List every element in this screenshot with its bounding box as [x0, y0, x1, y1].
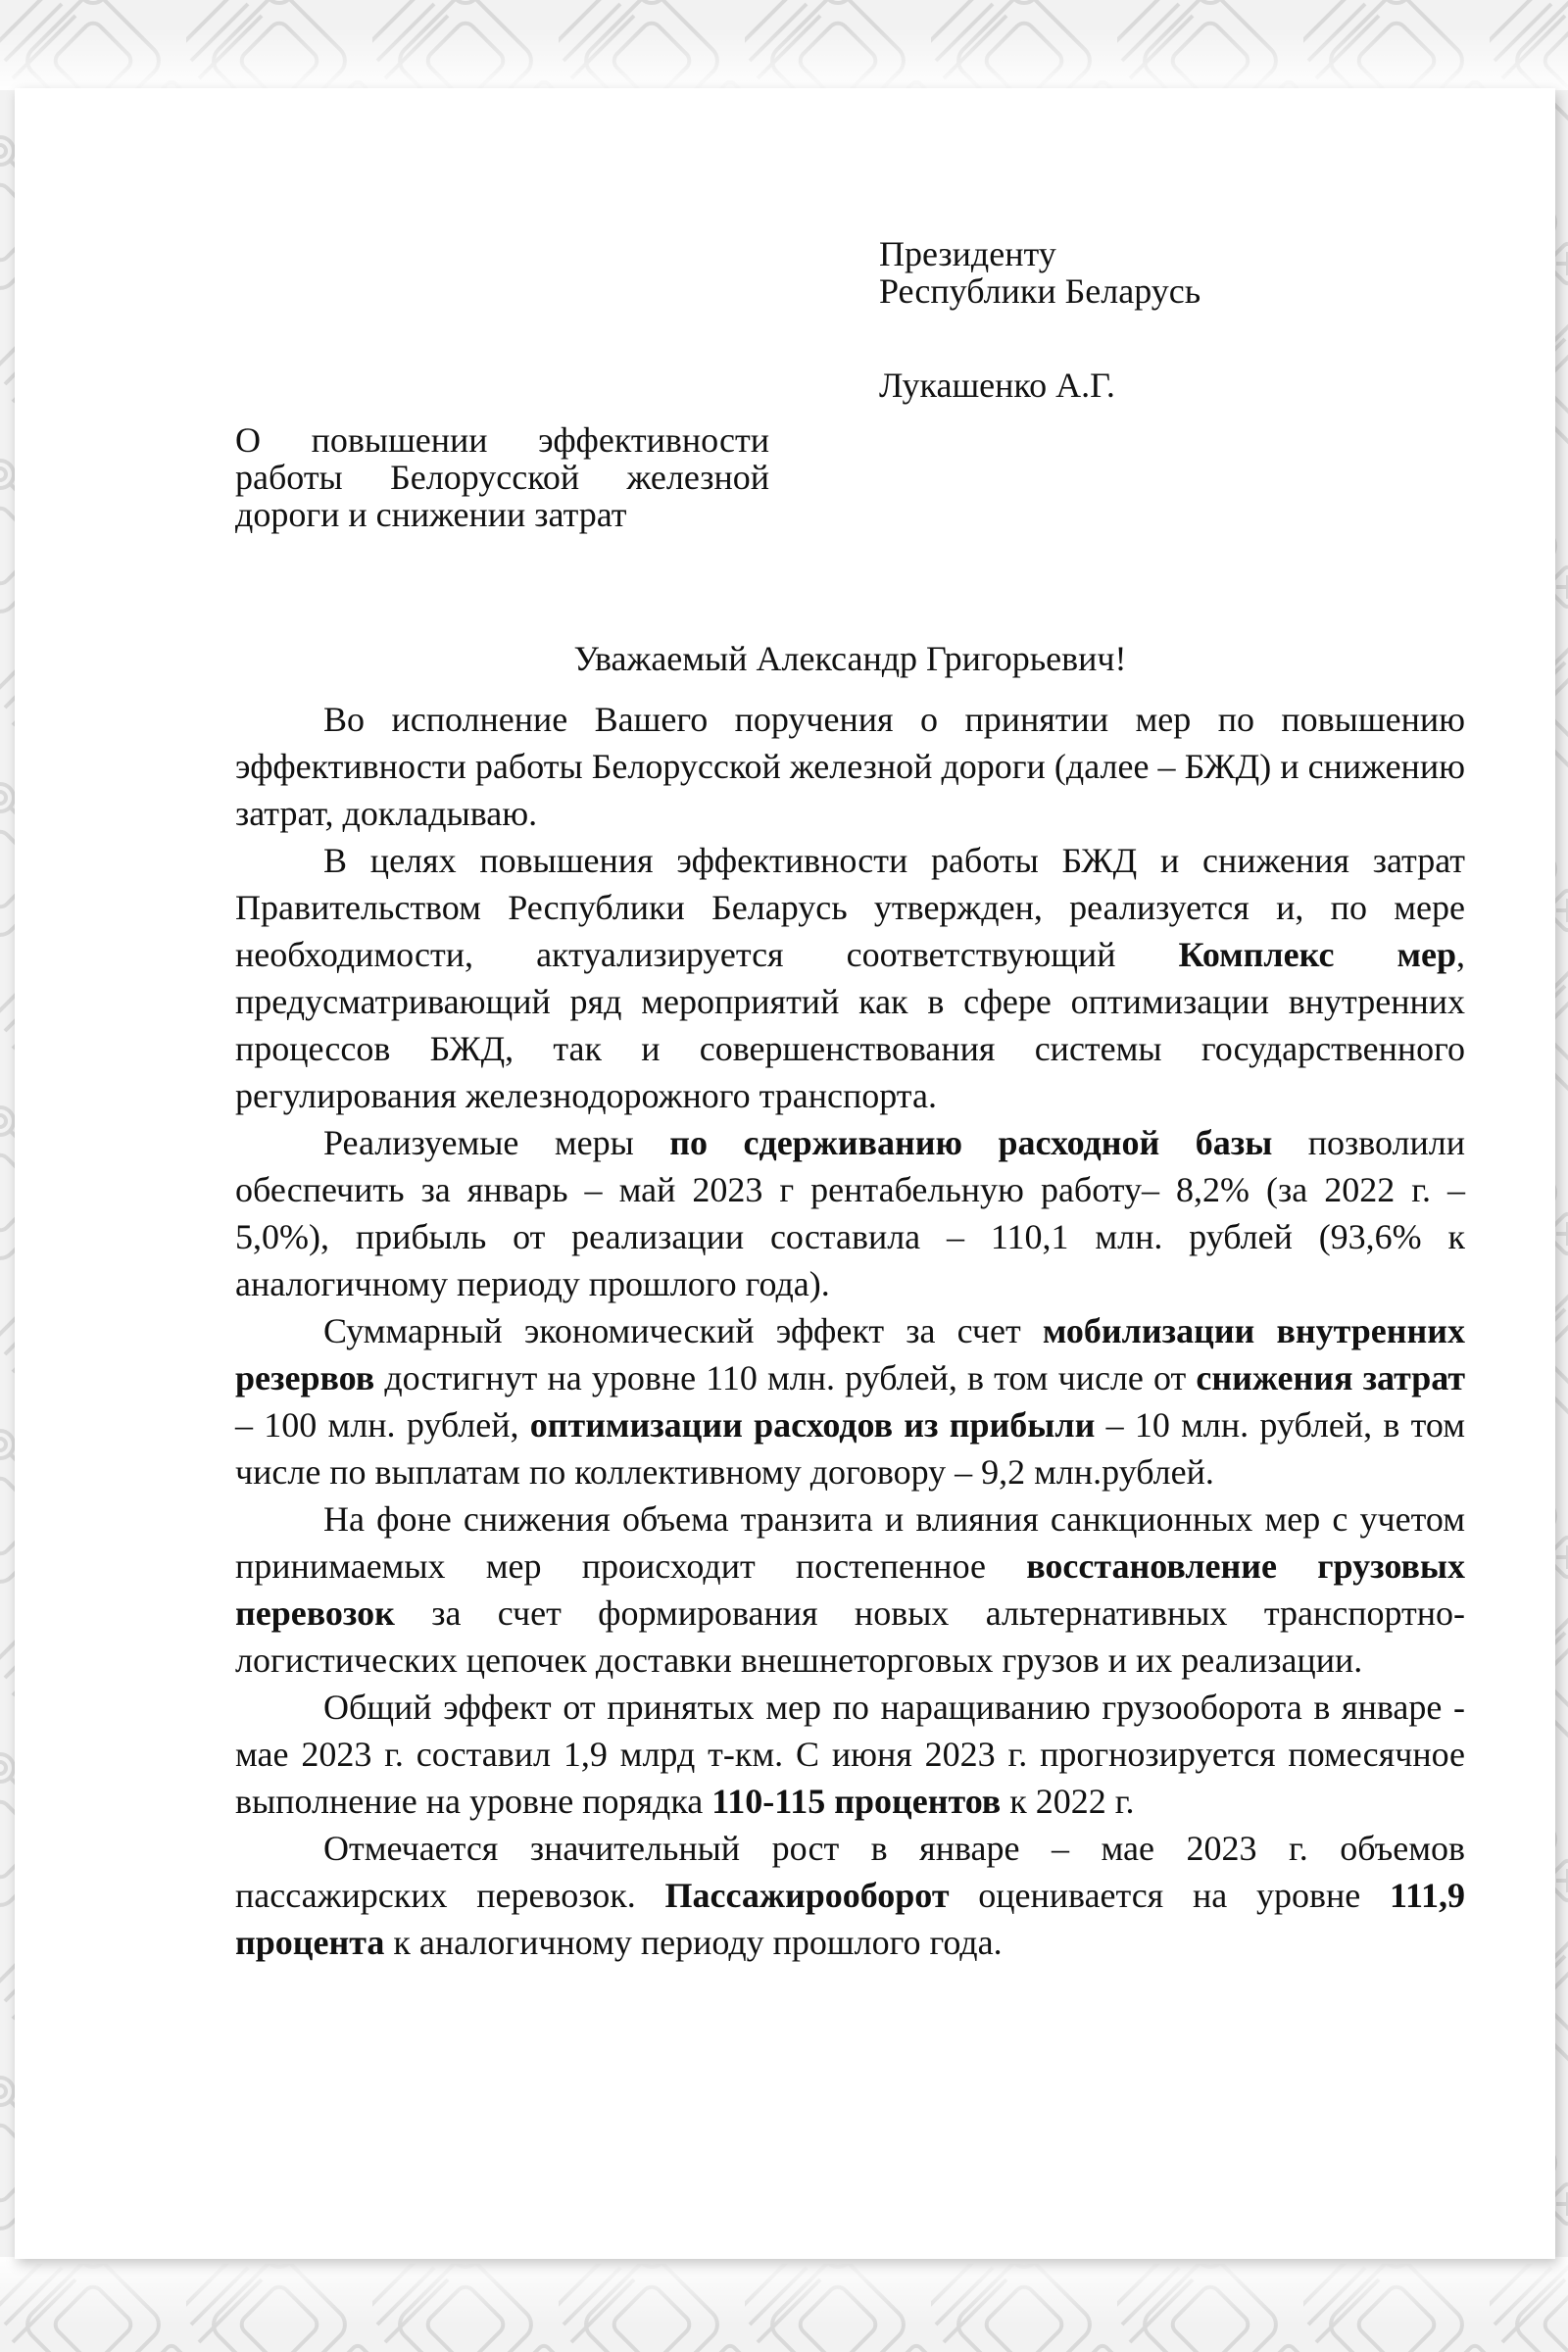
letter-body	[235, 696, 1465, 1966]
salutation: Уважаемый Александр Григорьевич!	[573, 639, 1127, 678]
recipient-name: Лукашенко А.Г.	[879, 366, 1115, 405]
recipient-line: Республики Беларусь	[879, 271, 1201, 311]
text-run: Общий эффект от принятых мер по наращиванию грузооборота в январе - мае 2023 г. составил 1,9 млрд т-км. С июня 2023 г. прогнозируется помесячное выполнение на уровне порядка	[235, 1688, 1465, 1821]
text-run: оценивается на уровне	[949, 1876, 1390, 1915]
body-paragraph	[235, 1825, 1465, 1966]
text-run: Отмечается значительный рост в январе – мае 2023 г. объемов пассажирских перевозок.	[235, 1829, 1465, 1915]
text-run-bold: мобилизации внутренних резервов	[235, 1311, 1465, 1397]
body-paragraph	[235, 1307, 1465, 1495]
text-run: к 2022 г.	[1001, 1782, 1135, 1821]
text-run-bold: Комплекс мер	[1178, 935, 1456, 974]
body-paragraph	[235, 696, 1465, 837]
document-page	[15, 88, 1555, 2259]
text-run-bold: оптимизации расходов из прибыли	[529, 1405, 1096, 1445]
text-run: Во исполнение Вашего поручения о принятии мер по повышению эффективности работы Белорусской железной дороги (далее – БЖД) и снижению затрат, докладываю.	[235, 700, 1465, 833]
text-run-bold: по сдерживанию расходной базы	[669, 1123, 1273, 1162]
recipient-block	[879, 235, 1465, 404]
text-run-bold: 110-115 процентов	[711, 1782, 1002, 1821]
text-run: за счет формирования новых альтернативных транспортно-логистических цепочек доставки внешнеторговых грузов и их реализации.	[235, 1593, 1465, 1680]
subject-line: дороги и снижении затрат	[235, 495, 627, 534]
text-run: – 100 млн. рублей,	[235, 1405, 530, 1445]
text-run-bold: 111,9 процента	[235, 1876, 1466, 1962]
text-run: – 10 млн. рублей, в том числе по выплатам по коллективному договору – 9,2 млн.рублей.	[235, 1405, 1465, 1492]
subject-line: работы Белорусской железной	[235, 458, 769, 497]
body-paragraph	[235, 1495, 1465, 1684]
text-run: Реализуемые меры	[323, 1123, 670, 1162]
text-run: к аналогичному периоду прошлого года.	[384, 1923, 1003, 1962]
text-run-bold: снижения затрат	[1196, 1358, 1466, 1397]
text-run: На фоне снижения объема транзита и влияния санкционных мер с учетом принимаемых мер происходит постепенное	[235, 1499, 1465, 1586]
text-run: достигнут на уровне 110 млн. рублей, в том числе от	[374, 1358, 1197, 1397]
body-paragraph	[235, 1119, 1465, 1307]
body-paragraph	[235, 1684, 1465, 1825]
text-run: позволили обеспечить за январь – май 2023 г рентабельную работу– 8,2% (за 2022 г. – 5,0%), прибыль от реализации составила – 110,1 млн. рублей (93,6% к аналогичному периоду прошлого года).	[235, 1123, 1465, 1303]
subject-line: О повышении эффективности	[235, 420, 769, 460]
recipient-line: Президенту	[879, 234, 1056, 273]
text-run: В целях повышения эффективности работы БЖД и снижения затрат Правительством Республики Беларусь утвержден, реализуется и, по мере необходимости, актуализируется соответствующий	[235, 841, 1465, 974]
body-paragraph	[235, 837, 1465, 1119]
text-run-bold: Пассажирооборот	[664, 1876, 950, 1915]
text-run: Суммарный экономический эффект за счет	[323, 1311, 1043, 1350]
text-run: , предусматривающий ряд мероприятий как в сфере оптимизации внутренних процессов БЖД, так и совершенствования системы государственного регулирования железнодорожного транспорта.	[235, 935, 1465, 1115]
text-run-bold: восстановление грузовых перевозок	[235, 1546, 1466, 1633]
subject-block	[235, 421, 769, 533]
